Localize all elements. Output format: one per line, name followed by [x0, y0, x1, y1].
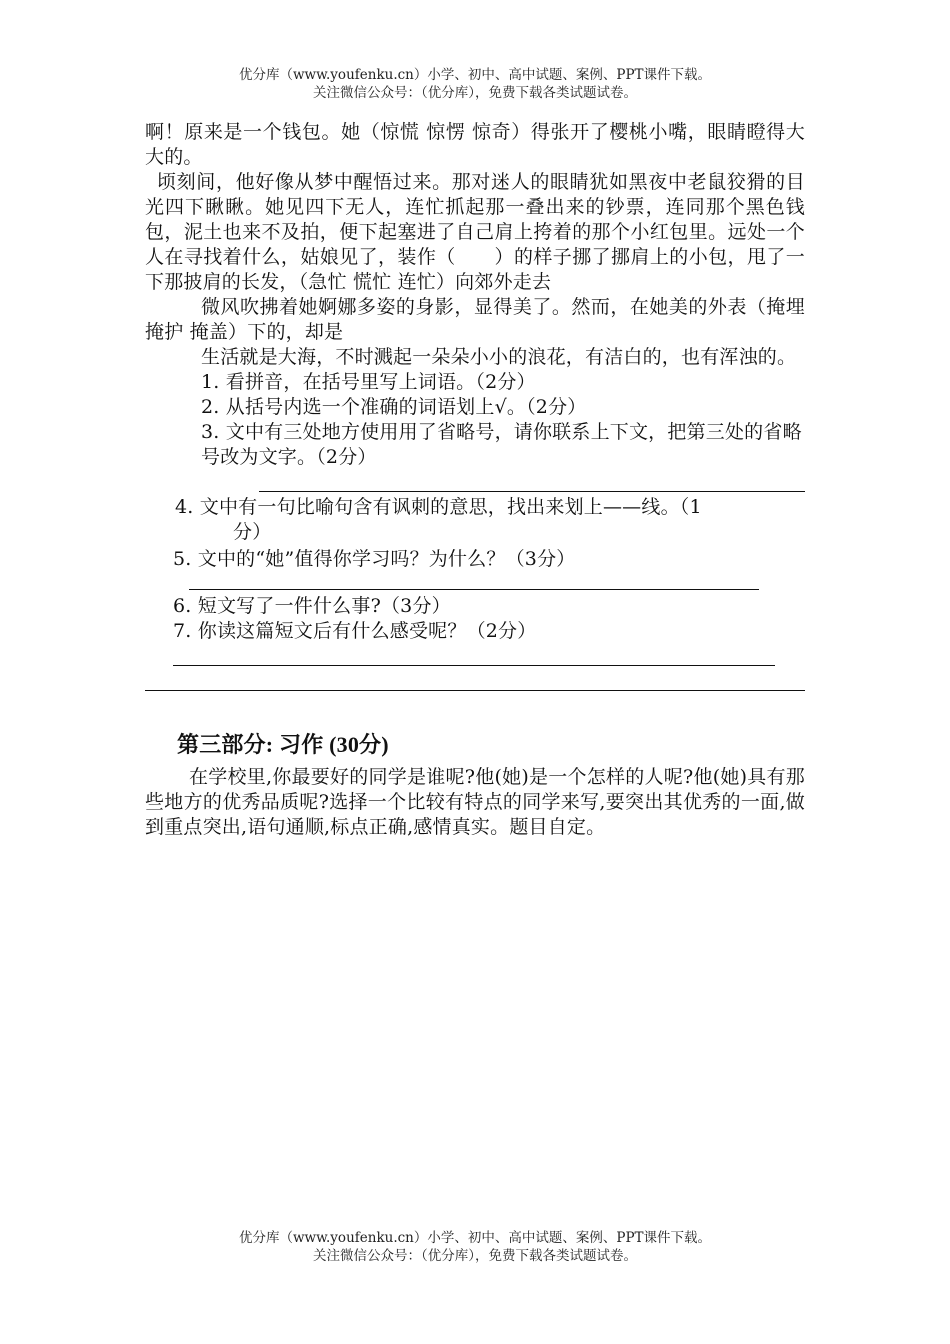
composition-title: 第三部分: 习作 (30分) [177, 732, 389, 757]
answer-line-q5[interactable] [189, 589, 759, 590]
question-7: 7. 你读这篇短文后有什么感受呢？（2分） [173, 620, 537, 642]
question-4-continued: 分） [233, 521, 272, 543]
question-1: 1. 看拼音，在括号里写上词语。（2分） [201, 371, 536, 393]
question-2: 2. 从括号内选一个准确的词语划上√。（2分） [201, 396, 587, 418]
passage-paragraph-2: 顷刻间，他好像从梦中醒悟过来。那对迷人的眼睛犹如黑夜中老鼠狡猾的目光四下瞅瞅。她见四下无人，连忙抓起那一叠出来的钞票，连同那个黑色钱包，泥土也来不及拍，便下起塞进了自己肩上挎着的那个小红包里。远处一个人在寻找着什么，姑娘见了，装作（ ）的样子挪了挪肩上的小包，甩了一下那披肩的长发，（急忙 慌忙 连忙）向郊外走去 [145, 171, 805, 293]
composition-prompt: 在学校里,你最要好的同学是谁呢?他(她)是一个怎样的人呢?他(她)具有那些地方的优秀品质呢?选择一个比较有特点的同学来写,要突出其优秀的一面,做到重点突出,语句通顺,标点正确,感情真实。题目自定。 [145, 766, 805, 838]
page-header [0, 66, 950, 102]
passage-paragraph-1: 啊！原来是一个钱包。她（惊慌 惊愣 惊奇）得张开了樱桃小嘴，眼睛瞪得大大的。 [145, 121, 805, 168]
question-3: 3. 文中有三处地方使用用了省略号，请你联系上下文，把第三处的省略号改为文字。（2分） [201, 421, 802, 468]
header-line-2: 关注微信公众号：（优分库），免费下载各类试题试卷。 [313, 85, 637, 101]
page-footer [0, 1229, 950, 1265]
header-line-1: 优分库（www.youfenku.cn）小学、初中、高中试题、案例、PPT课件下载。 [238, 67, 712, 83]
question-5: 5. 文中的“她”值得你学习吗？为什么？（3分） [173, 548, 576, 570]
question-4: 4. 文中有一句比喻句含有讽刺的意思，找出来划上——线。（1 [175, 496, 702, 518]
footer-line-2: 关注微信公众号：（优分库），免费下载各类试题试卷。 [313, 1248, 637, 1264]
answer-line-q3[interactable] [259, 491, 805, 492]
passage-paragraph-3: 微风吹拂着她婀娜多姿的身影，显得美了。然而，在她美的外表（掩埋 掩护 掩盖）下的，却是 [145, 296, 805, 343]
main-content [145, 120, 805, 840]
footer-line-1: 优分库（www.youfenku.cn）小学、初中、高中试题、案例、PPT课件下载。 [238, 1230, 712, 1246]
question-6: 6. 短文写了一件什么事?（3分） [173, 595, 451, 617]
passage-paragraph-4: 生活就是大海，不时溅起一朵朵小小的浪花，有洁白的，也有浑浊的。 [201, 346, 797, 368]
